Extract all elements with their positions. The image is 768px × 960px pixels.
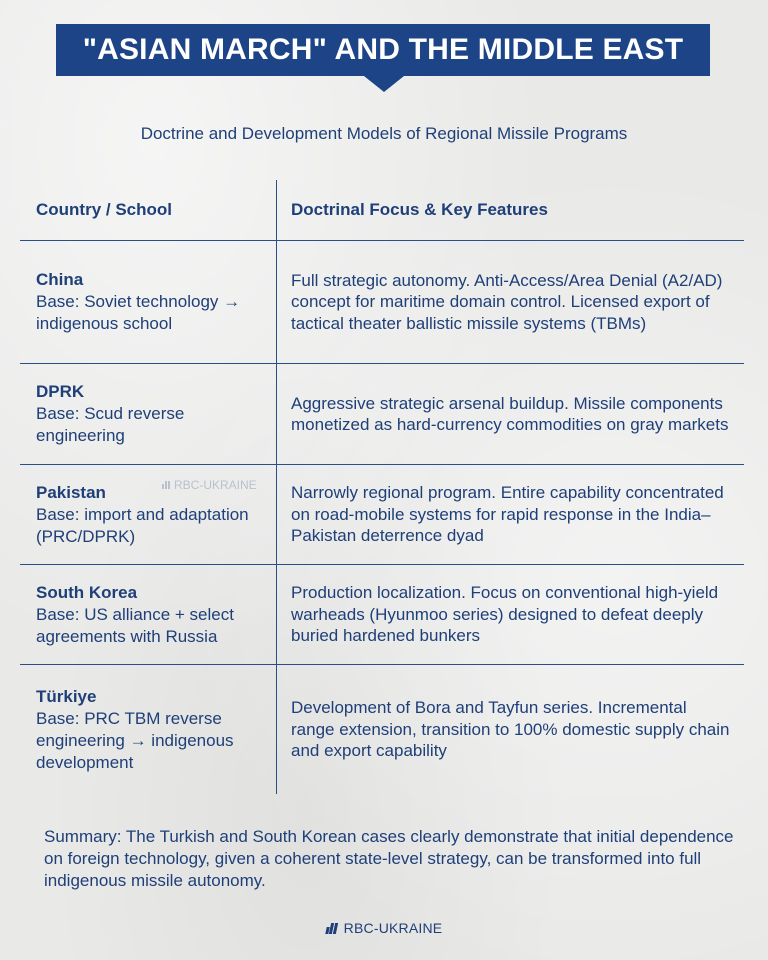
- table-row: [20, 241, 744, 364]
- comparison-table: [20, 180, 744, 794]
- title-banner-notch: [364, 76, 404, 92]
- table-row: [20, 364, 744, 465]
- country-base: Base: PRC TBM reverse engineering → indigenous development: [36, 708, 234, 772]
- summary-text: Summary: The Turkish and South Korean cases clearly demonstrate that initial dependence on foreign technology, given a coherent state-level strategy, can be transformed into full indigenous missile autonomy.: [44, 827, 734, 890]
- country-cell: [20, 565, 276, 664]
- country-base: Base: import and adaptation (PRC/DPRK): [36, 504, 249, 546]
- watermark-logo-icon: [162, 481, 171, 489]
- page-title: "ASIAN MARCH" AND THE MIDDLE EAST: [56, 24, 710, 76]
- country-name: South Korea: [36, 582, 138, 602]
- focus-cell: Development of Bora and Tayfun series. Incremental range extension, transition to 100% domestic supply chain and export capability: [291, 698, 730, 761]
- focus-cell: Production localization. Focus on conventional high-yield warheads (Hyunmoo series) designed to defeat deeply buried hardened bunkers: [291, 583, 719, 646]
- watermark-text: RBC-UKRAINE: [174, 478, 257, 492]
- focus-cell: Narrowly regional program. Entire capability concentrated on road-mobile systems for rapid response in the India–Pakistan deterrence dyad: [291, 483, 724, 546]
- country-name: Türkiye: [36, 686, 97, 706]
- page-subtitle: Doctrine and Development Models of Regional Missile Programs: [140, 124, 628, 143]
- header-focus: Doctrinal Focus & Key Features: [291, 200, 548, 220]
- focus-cell: Aggressive strategic arsenal buildup. Missile components monetized as hard-currency commodities on gray markets: [291, 393, 729, 434]
- header-country: Country / School: [36, 200, 172, 219]
- focus-cell: Full strategic autonomy. Anti-Access/Area Denial (A2/AD) concept for maritime domain control. Licensed export of tactical theater ballistic missile systems (TBMs): [291, 270, 723, 333]
- rbc-logo-icon: [326, 923, 338, 934]
- country-base: Base: Soviet technology → indigenous school: [36, 292, 241, 333]
- table-header-row: [20, 180, 744, 241]
- country-cell: [20, 364, 276, 464]
- country-name: DPRK: [36, 382, 85, 401]
- country-base: Base: US alliance + select agreements with Russia: [36, 604, 234, 646]
- country-cell: [20, 665, 276, 794]
- table-row: [20, 665, 744, 794]
- footer-brand: [0, 920, 768, 936]
- table-row: [20, 565, 744, 665]
- country-cell: [20, 241, 276, 363]
- country-base: Base: Scud reverse engineering: [36, 404, 185, 445]
- watermark: [162, 478, 257, 492]
- country-name: Pakistan: [36, 482, 106, 502]
- footer-brand-text: RBC-UKRAINE: [343, 920, 443, 936]
- country-name: China: [36, 270, 84, 289]
- table-row: [20, 465, 744, 565]
